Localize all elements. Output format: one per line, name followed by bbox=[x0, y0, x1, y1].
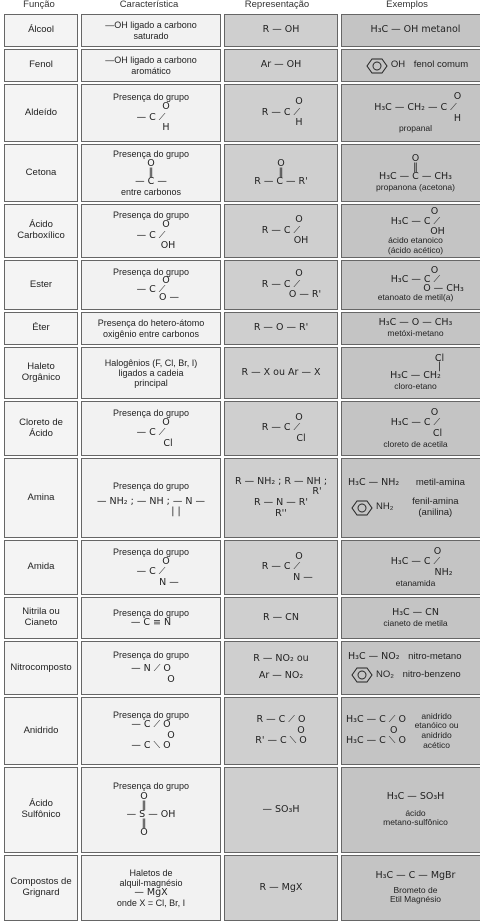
benzene-ring-icon bbox=[348, 666, 376, 684]
caracteristica-cell: Halogênios (F, Cl, Br, I) ligados a cadeia principal bbox=[81, 347, 221, 399]
representacao-cell: R — O — R' bbox=[224, 312, 338, 345]
representacao-cell: O R — C ⟋ O — R' bbox=[224, 260, 338, 310]
table-row-fenol bbox=[4, 49, 480, 82]
representacao-cell: O R — C ⟋ Cl bbox=[224, 401, 338, 456]
exemplo-cell: Cl | H₃C — CH₂ cloro-etano bbox=[341, 347, 480, 399]
funcao-cell: Ácido Sulfônico bbox=[4, 767, 78, 853]
caracteristica-cell: Presença do grupo O ‖ — S — OH ‖ O bbox=[81, 767, 221, 853]
exemplo-cell: O ‖ H₃C — C — CH₃ propanona (acetona) bbox=[341, 144, 480, 202]
representacao-cell: R — OH bbox=[224, 14, 338, 47]
table-header bbox=[0, 0, 480, 12]
representacao-cell: R — NH₂ ; R — NH ; R' R — N — R' R'' bbox=[224, 458, 338, 538]
exemplo-cell: H₃C — CN cianeto de metila bbox=[341, 597, 480, 639]
caracteristica-cell: Presença do grupo — N ⟋ O O bbox=[81, 641, 221, 695]
funcao-cell: Ester bbox=[4, 260, 78, 310]
table-row-haleto-organico bbox=[4, 347, 480, 399]
table-row-amida bbox=[4, 540, 480, 595]
funcao-cell: Amida bbox=[4, 540, 78, 595]
table-row-acido-sulfonico bbox=[4, 767, 480, 853]
funcao-cell: Haleto Orgânico bbox=[4, 347, 78, 399]
caracteristica-cell: Presença do grupo — C ⟋ O O — C ⟍ O bbox=[81, 697, 221, 765]
funcao-cell: Anidrido bbox=[4, 697, 78, 765]
exemplo-cell: O H₃C — C ⟋ NH₂ etanamida bbox=[341, 540, 480, 595]
funcao-cell: Ácido Carboxílico bbox=[4, 204, 78, 258]
caracteristica-cell: Presença do grupo — C ≡ N bbox=[81, 597, 221, 639]
caracteristica-cell: Presença do grupo O — C ⟋ N — bbox=[81, 540, 221, 595]
table-row-nitrocomposto bbox=[4, 641, 480, 695]
header-representacao: Representação bbox=[244, 0, 310, 10]
funcao-cell: Éter bbox=[4, 312, 78, 345]
functional-groups-table bbox=[1, 12, 480, 923]
table-row-anidrido bbox=[4, 697, 480, 765]
caracteristica-cell: Presença do grupo O — C ⟋ Cl bbox=[81, 401, 221, 456]
representacao-cell: R — MgX bbox=[224, 855, 338, 921]
table-row-nitrila bbox=[4, 597, 480, 639]
representacao-cell: O R — C ⟋ OH bbox=[224, 204, 338, 258]
caracteristica-cell: Haletos de alquil-magnésio — MgX onde X = Cl, Br, I bbox=[81, 855, 221, 921]
table-row-ester bbox=[4, 260, 480, 310]
table-row-aldeido bbox=[4, 84, 480, 142]
exemplo-cell: OH fenol comum bbox=[341, 49, 480, 82]
funcao-cell: Compostos de Grignard bbox=[4, 855, 78, 921]
header-funcao: Função bbox=[23, 0, 55, 10]
representacao-cell: O R — C ⟋ N — bbox=[224, 540, 338, 595]
caracteristica-cell: —OH ligado a carbono aromático bbox=[81, 49, 221, 82]
caracteristica-cell: Presença do grupo — NH₂ ; — NH ; — N — | | bbox=[81, 458, 221, 538]
funcao-cell: Nitrocomposto bbox=[4, 641, 78, 695]
representacao-cell: R — C ⟋ O O R' — C ⟍ O bbox=[224, 697, 338, 765]
funcao-cell: Amina bbox=[4, 458, 78, 538]
funcao-cell: Cetona bbox=[4, 144, 78, 202]
table-row-cetona bbox=[4, 144, 480, 202]
representacao-cell: R — CN bbox=[224, 597, 338, 639]
funcao-cell: Fenol bbox=[4, 49, 78, 82]
exemplo-cell: H₃C — SO₃H ácido metano-sulfônico bbox=[341, 767, 480, 853]
representacao-cell: Ar — OH bbox=[224, 49, 338, 82]
table-row-amina bbox=[4, 458, 480, 538]
table-row-grignard bbox=[4, 855, 480, 921]
table-row-acido-carboxilico bbox=[4, 204, 480, 258]
exemplo-cell: O H₃C — CH₂ — C ⟋ H propanal bbox=[341, 84, 480, 142]
exemplo-cell: O H₃C — C ⟋ Cl cloreto de acetila bbox=[341, 401, 480, 456]
caracteristica-cell: —OH ligado a carbono saturado bbox=[81, 14, 221, 47]
representacao-cell: R — NO₂ ou Ar — NO₂ bbox=[224, 641, 338, 695]
exemplo-cell: O H₃C — C ⟋ O — CH₃ etanoato de metil(a) bbox=[341, 260, 480, 310]
exemplo-cell: H₃C — NO₂ nitro-metano NO₂ nitro-benzeno bbox=[341, 641, 480, 695]
table-row-cloreto-de-acido bbox=[4, 401, 480, 456]
header-caracteristica: Característica bbox=[119, 0, 179, 10]
representacao-cell: — SO₃H bbox=[224, 767, 338, 853]
caracteristica-cell: Presença do grupo O — C ⟋ H bbox=[81, 84, 221, 142]
benzene-ring-icon bbox=[363, 57, 391, 75]
exemplo-cell: H₃C — NH₂ metil-amina NH₂ fenil-amina (anilina) bbox=[341, 458, 480, 538]
representacao-cell: O R — C ⟋ H bbox=[224, 84, 338, 142]
representacao-cell: R — X ou Ar — X bbox=[224, 347, 338, 399]
exemplo-cell: H₃C — C — MgBr Brometo de Etil Magnésio bbox=[341, 855, 480, 921]
header-exemplos: Exemplos bbox=[386, 0, 428, 10]
representacao-cell: O ‖ R — C — R' bbox=[224, 144, 338, 202]
table-row-alcool bbox=[4, 14, 480, 47]
exemplo-cell: H₃C — O — CH₃ metóxi-metano bbox=[341, 312, 480, 345]
caracteristica-cell: Presença do grupo O ‖ — C — entre carbonos bbox=[81, 144, 221, 202]
benzene-ring-icon bbox=[348, 499, 376, 517]
funcao-cell: Nitrila ou Cianeto bbox=[4, 597, 78, 639]
exemplo-cell: O H₃C — C ⟋ OH ácido etanoico (ácido acético) bbox=[341, 204, 480, 258]
caracteristica-cell: Presença do grupo O — C ⟋ O — bbox=[81, 260, 221, 310]
exemplo-cell: H₃C — OH metanol bbox=[341, 14, 480, 47]
funcao-cell: Aldeído bbox=[4, 84, 78, 142]
funcao-cell: Álcool bbox=[4, 14, 78, 47]
funcao-cell: Cloreto de Ácido bbox=[4, 401, 78, 456]
exemplo-cell: H₃C — C ⟋ O O H₃C — C ⟍ O anidrido etanóico ou anidrido acético bbox=[341, 697, 480, 765]
table-row-eter bbox=[4, 312, 480, 345]
caracteristica-cell: Presença do hetero-átomo oxigênio entre carbonos bbox=[81, 312, 221, 345]
caracteristica-cell: Presença do grupo O — C ⟋ OH bbox=[81, 204, 221, 258]
